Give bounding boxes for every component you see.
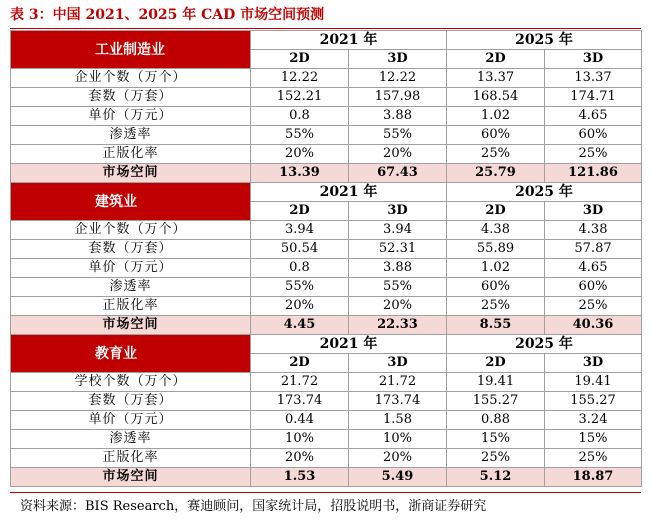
year-header: 2021 年 [251, 335, 447, 354]
table-cell: 0.8 [251, 107, 349, 126]
table-cell: 25% [447, 297, 545, 316]
table-cell: 0.44 [251, 411, 349, 430]
total-label: 市场空间 [11, 468, 251, 487]
table-cell: 55% [251, 278, 349, 297]
row-label: 企业个数（万个） [11, 69, 251, 88]
table-row [11, 278, 642, 297]
total-cell: 67.43 [349, 164, 447, 183]
table-cell: 20% [251, 297, 349, 316]
total-cell: 121.86 [545, 164, 642, 183]
total-cell: 13.39 [251, 164, 349, 183]
row-label: 正版化率 [11, 145, 251, 164]
table-row [11, 259, 642, 278]
total-row [11, 468, 642, 487]
table-cell: 155.27 [545, 392, 642, 411]
dimension-header: 3D [545, 202, 642, 221]
total-row [11, 164, 642, 183]
table-cell: 25% [545, 449, 642, 468]
row-label: 企业个数（万个） [11, 221, 251, 240]
total-cell: 5.49 [349, 468, 447, 487]
row-label: 渗透率 [11, 430, 251, 449]
dimension-header: 3D [349, 202, 447, 221]
total-cell: 4.45 [251, 316, 349, 335]
table-cell: 155.27 [447, 392, 545, 411]
table-cell: 20% [251, 449, 349, 468]
footer-rule [10, 492, 641, 493]
table-cell: 3.88 [349, 259, 447, 278]
total-cell: 25.79 [447, 164, 545, 183]
table-cell: 3.24 [545, 411, 642, 430]
section-title: 工业制造业 [11, 31, 251, 69]
total-cell: 22.33 [349, 316, 447, 335]
table-cell: 4.65 [545, 107, 642, 126]
total-cell: 40.36 [545, 316, 642, 335]
dimension-header: 2D [447, 354, 545, 373]
total-label: 市场空间 [11, 316, 251, 335]
table-cell: 4.38 [545, 221, 642, 240]
table-cell: 13.37 [545, 69, 642, 88]
table-row [11, 240, 642, 259]
table-cell: 15% [447, 430, 545, 449]
table-row [11, 430, 642, 449]
table-cell: 25% [545, 145, 642, 164]
source-note: 资料来源：BIS Research，赛迪顾问，国家统计局，招股说明书，浙商证券研究 [20, 499, 487, 514]
table-cell: 55.89 [447, 240, 545, 259]
table-cell: 19.41 [545, 373, 642, 392]
year-header: 2025 年 [447, 183, 642, 202]
table-cell: 19.41 [447, 373, 545, 392]
table-row [11, 107, 642, 126]
row-label: 套数（万套） [11, 88, 251, 107]
dimension-header: 2D [251, 354, 349, 373]
table-cell: 173.74 [349, 392, 447, 411]
cad-table [10, 30, 642, 487]
table-cell: 12.22 [251, 69, 349, 88]
dimension-header: 2D [447, 202, 545, 221]
row-label: 渗透率 [11, 278, 251, 297]
dimension-header: 3D [545, 50, 642, 69]
table-cell: 20% [349, 145, 447, 164]
year-header: 2025 年 [447, 31, 642, 50]
dimension-header: 3D [545, 354, 642, 373]
year-header: 2025 年 [447, 335, 642, 354]
table-cell: 1.02 [447, 259, 545, 278]
table-cell: 57.87 [545, 240, 642, 259]
table-row [11, 411, 642, 430]
section-title: 建筑业 [11, 183, 251, 221]
table-cell: 52.31 [349, 240, 447, 259]
total-cell: 18.87 [545, 468, 642, 487]
table-cell: 55% [349, 278, 447, 297]
table-row [11, 392, 642, 411]
table-cell: 10% [349, 430, 447, 449]
total-cell: 5.12 [447, 468, 545, 487]
table-cell: 60% [447, 278, 545, 297]
table-cell: 60% [545, 126, 642, 145]
cad-market-table [10, 30, 641, 487]
table-cell: 4.38 [447, 221, 545, 240]
dimension-header: 2D [447, 50, 545, 69]
table-cell: 1.02 [447, 107, 545, 126]
table-row [11, 297, 642, 316]
section-title: 教育业 [11, 335, 251, 373]
table-row [11, 373, 642, 392]
total-cell: 1.53 [251, 468, 349, 487]
table-row [11, 88, 642, 107]
table-cell: 12.22 [349, 69, 447, 88]
table-cell: 55% [251, 126, 349, 145]
table-cell: 25% [545, 297, 642, 316]
dimension-header: 3D [349, 50, 447, 69]
table-cell: 60% [447, 126, 545, 145]
table-cell: 50.54 [251, 240, 349, 259]
table-row [11, 145, 642, 164]
table-cell: 21.72 [349, 373, 447, 392]
row-label: 单价（万元） [11, 107, 251, 126]
table-cell: 157.98 [349, 88, 447, 107]
total-cell: 8.55 [447, 316, 545, 335]
row-label: 正版化率 [11, 449, 251, 468]
table-cell: 3.94 [251, 221, 349, 240]
table-cell: 20% [251, 145, 349, 164]
table-cell: 55% [349, 126, 447, 145]
section-year-header-row [11, 335, 642, 354]
table-cell: 60% [545, 278, 642, 297]
table-cell: 21.72 [251, 373, 349, 392]
table-cell: 13.37 [447, 69, 545, 88]
table-cell: 20% [349, 449, 447, 468]
dimension-header: 3D [349, 354, 447, 373]
section-year-header-row [11, 183, 642, 202]
total-label: 市场空间 [11, 164, 251, 183]
table-cell: 0.8 [251, 259, 349, 278]
year-header: 2021 年 [251, 31, 447, 50]
row-label: 正版化率 [11, 297, 251, 316]
table-cell: 168.54 [447, 88, 545, 107]
row-label: 学校个数（万个） [11, 373, 251, 392]
table-cell: 25% [447, 145, 545, 164]
table-cell: 174.71 [545, 88, 642, 107]
row-label: 单价（万元） [11, 259, 251, 278]
total-row [11, 316, 642, 335]
table-cell: 25% [447, 449, 545, 468]
table-cell: 3.88 [349, 107, 447, 126]
row-label: 渗透率 [11, 126, 251, 145]
table-cell: 152.21 [251, 88, 349, 107]
dimension-header: 2D [251, 202, 349, 221]
table-caption: 表 3：中国 2021、2025 年 CAD 市场空间预测 [10, 7, 325, 23]
table-cell: 1.58 [349, 411, 447, 430]
table-cell: 173.74 [251, 392, 349, 411]
dimension-header: 2D [251, 50, 349, 69]
table-cell: 3.94 [349, 221, 447, 240]
table-cell: 0.88 [447, 411, 545, 430]
table-cell: 15% [545, 430, 642, 449]
year-header: 2021 年 [251, 183, 447, 202]
caption-rule [10, 28, 641, 29]
row-label: 套数（万套） [11, 392, 251, 411]
row-label: 套数（万套） [11, 240, 251, 259]
section-year-header-row [11, 31, 642, 50]
table-row [11, 126, 642, 145]
table-row [11, 69, 642, 88]
row-label: 单价（万元） [11, 411, 251, 430]
table-row [11, 449, 642, 468]
table-body [11, 31, 642, 487]
table-cell: 10% [251, 430, 349, 449]
table-cell: 4.65 [545, 259, 642, 278]
table-row [11, 221, 642, 240]
table-cell: 20% [349, 297, 447, 316]
